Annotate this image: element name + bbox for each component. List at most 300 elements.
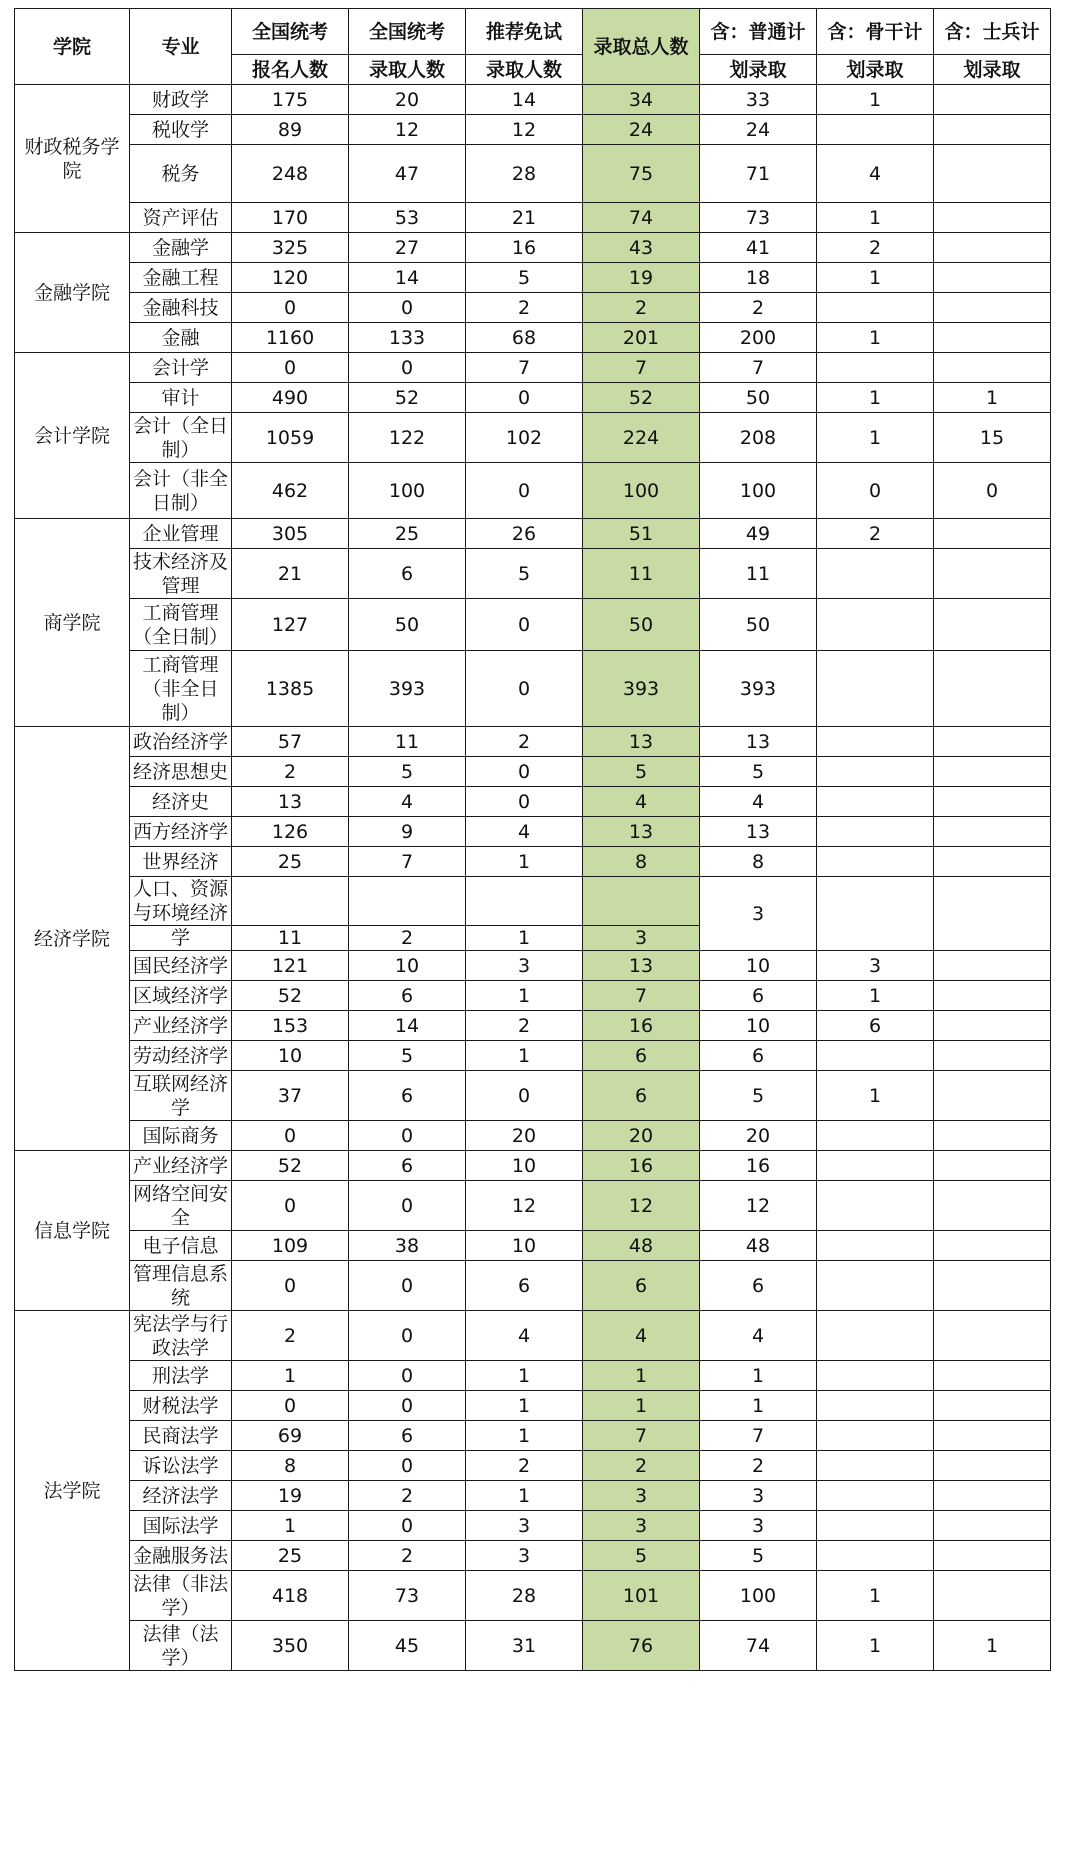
- recommended-cell: 21: [466, 203, 583, 233]
- soldier-plan-cell: [934, 1481, 1051, 1511]
- table-row: [15, 1571, 1051, 1621]
- backbone-plan-cell: [817, 549, 934, 599]
- applicants-cell: 1: [232, 1361, 349, 1391]
- soldier-plan-cell: [934, 323, 1051, 353]
- table-row: [15, 1011, 1051, 1041]
- total-admitted-cell: 7: [583, 981, 700, 1011]
- exam-admitted-cell: 11: [349, 727, 466, 757]
- table-row: [15, 1181, 1051, 1231]
- total-admitted-cell: 2: [583, 293, 700, 323]
- exam-admitted-cell: 47: [349, 145, 466, 203]
- regular-plan-cell: 7: [700, 1421, 817, 1451]
- backbone-plan-cell: 1: [817, 323, 934, 353]
- applicants-cell: 325: [232, 233, 349, 263]
- header-regular-plan-top: 含：普通计: [700, 9, 817, 55]
- regular-plan-cell: 16: [700, 1151, 817, 1181]
- regular-plan-cell: 10: [700, 1011, 817, 1041]
- major-cell: 会计（全日制）: [130, 413, 232, 463]
- soldier-plan-cell: [934, 293, 1051, 323]
- backbone-plan-cell: 1: [817, 981, 934, 1011]
- major-cell: 政治经济学: [130, 727, 232, 757]
- college-cell: 金融学院: [15, 233, 130, 353]
- applicants-spacer: [232, 877, 349, 926]
- total-admitted-cell: 75: [583, 145, 700, 203]
- backbone-plan-cell: 0: [817, 463, 934, 519]
- recommended-cell: 0: [466, 463, 583, 519]
- regular-plan-cell: 74: [700, 1621, 817, 1671]
- recommended-cell: 0: [466, 599, 583, 651]
- applicants-cell: 1160: [232, 323, 349, 353]
- recommended-cell: 0: [466, 383, 583, 413]
- table-row: [15, 145, 1051, 203]
- recommended-cell: 6: [466, 1261, 583, 1311]
- total-admitted-cell: 2: [583, 1451, 700, 1481]
- total-admitted-cell: 11: [583, 549, 700, 599]
- soldier-plan-cell: [934, 1151, 1051, 1181]
- header-recommended-bottom: 录取人数: [466, 55, 583, 85]
- applicants-cell: 490: [232, 383, 349, 413]
- applicants-cell: 418: [232, 1571, 349, 1621]
- major-cell: 审计: [130, 383, 232, 413]
- exam-admitted-cell: 122: [349, 413, 466, 463]
- exam-admitted-cell: 6: [349, 1421, 466, 1451]
- backbone-plan-cell: [817, 817, 934, 847]
- regular-plan-cell: 5: [700, 1541, 817, 1571]
- major-cell: 国际商务: [130, 1121, 232, 1151]
- table-row: [15, 1391, 1051, 1421]
- header-backbone-plan-bottom: 划录取: [817, 55, 934, 85]
- soldier-plan-cell: [934, 85, 1051, 115]
- exam-admitted-cell: 53: [349, 203, 466, 233]
- total-admitted-cell: 6: [583, 1261, 700, 1311]
- soldier-plan-cell: 0: [934, 463, 1051, 519]
- applicants-cell: 462: [232, 463, 349, 519]
- applicants-cell: 175: [232, 85, 349, 115]
- applicants-cell: 153: [232, 1011, 349, 1041]
- recommended-cell: 102: [466, 413, 583, 463]
- major-cell: 金融服务法: [130, 1541, 232, 1571]
- exam-admitted-cell: 2: [349, 1541, 466, 1571]
- backbone-plan-cell: [817, 757, 934, 787]
- major-cell: 资产评估: [130, 203, 232, 233]
- exam-admitted-cell: 14: [349, 263, 466, 293]
- applicants-cell: 305: [232, 519, 349, 549]
- applicants-cell: 57: [232, 727, 349, 757]
- applicants-cell: 69: [232, 1421, 349, 1451]
- backbone-plan-cell: [817, 599, 934, 651]
- recommended-cell: 3: [466, 1511, 583, 1541]
- table-row: [15, 293, 1051, 323]
- applicants-cell: 121: [232, 951, 349, 981]
- recommended-cell: 4: [466, 1311, 583, 1361]
- total-admitted-cell: 12: [583, 1181, 700, 1231]
- table-row: [15, 1121, 1051, 1151]
- regular-plan-cell: 5: [700, 757, 817, 787]
- applicants-cell: 52: [232, 981, 349, 1011]
- major-cell: 诉讼法学: [130, 1451, 232, 1481]
- college-cell: 法学院: [15, 1311, 130, 1671]
- total-admitted-cell: 8: [583, 847, 700, 877]
- total-admitted-cell: 20: [583, 1121, 700, 1151]
- exam-admitted-cell: 0: [349, 1511, 466, 1541]
- applicants-cell: 109: [232, 1231, 349, 1261]
- header-applicants-bottom: 报名人数: [232, 55, 349, 85]
- college-cell: 商学院: [15, 519, 130, 727]
- regular-plan-cell: 6: [700, 981, 817, 1011]
- soldier-plan-cell: 15: [934, 413, 1051, 463]
- backbone-plan-cell: 1: [817, 85, 934, 115]
- major-cell: 世界经济: [130, 847, 232, 877]
- college-cell: 财政税务学院: [15, 85, 130, 233]
- table-row: [15, 651, 1051, 727]
- soldier-plan-cell: [934, 1121, 1051, 1151]
- exam-admitted-cell: 9: [349, 817, 466, 847]
- recommended-cell: 0: [466, 651, 583, 727]
- header-major: 专业: [130, 9, 232, 85]
- table-row: [15, 817, 1051, 847]
- regular-plan-cell: 3: [700, 1511, 817, 1541]
- applicants-cell: 37: [232, 1071, 349, 1121]
- total-admitted-cell: 3: [583, 926, 700, 951]
- exam-admitted-spacer: [349, 877, 466, 926]
- major-cell: 西方经济学: [130, 817, 232, 847]
- soldier-plan-cell: [934, 145, 1051, 203]
- applicants-cell: 0: [232, 1121, 349, 1151]
- soldier-plan-cell: [934, 1231, 1051, 1261]
- regular-plan-cell: 41: [700, 233, 817, 263]
- backbone-plan-cell: 1: [817, 413, 934, 463]
- total-admitted-cell: 6: [583, 1041, 700, 1071]
- recommended-cell: 1: [466, 1421, 583, 1451]
- regular-plan-cell: 50: [700, 599, 817, 651]
- applicants-cell: 21: [232, 549, 349, 599]
- regular-plan-cell: 6: [700, 1041, 817, 1071]
- table-row: [15, 981, 1051, 1011]
- table-row: [15, 1511, 1051, 1541]
- applicants-cell: 0: [232, 293, 349, 323]
- header-exam-admitted-bottom: 录取人数: [349, 55, 466, 85]
- total-admitted-cell: 7: [583, 353, 700, 383]
- backbone-plan-cell: [817, 787, 934, 817]
- recommended-cell: 26: [466, 519, 583, 549]
- soldier-plan-cell: [934, 1071, 1051, 1121]
- major-cell: 网络空间安全: [130, 1181, 232, 1231]
- regular-plan-cell: 13: [700, 817, 817, 847]
- regular-plan-cell: 10: [700, 951, 817, 981]
- major-cell: 宪法学与行政法学: [130, 1311, 232, 1361]
- exam-admitted-cell: 0: [349, 1181, 466, 1231]
- table-row: [15, 727, 1051, 757]
- major-cell: 会计学: [130, 353, 232, 383]
- header-college: 学院: [15, 9, 130, 85]
- major-cell: 金融工程: [130, 263, 232, 293]
- table-row: [15, 1621, 1051, 1671]
- major-cell: 经济法学: [130, 1481, 232, 1511]
- regular-plan-cell: 73: [700, 203, 817, 233]
- exam-admitted-cell: 2: [349, 926, 466, 951]
- exam-admitted-cell: 100: [349, 463, 466, 519]
- total-admitted-cell: 13: [583, 727, 700, 757]
- soldier-plan-cell: [934, 1451, 1051, 1481]
- table-row: [15, 1481, 1051, 1511]
- exam-admitted-cell: 7: [349, 847, 466, 877]
- total-admitted-cell: 52: [583, 383, 700, 413]
- backbone-plan-cell: [817, 877, 934, 951]
- total-admitted-cell: 1: [583, 1361, 700, 1391]
- backbone-plan-cell: [817, 1361, 934, 1391]
- exam-admitted-cell: 0: [349, 1391, 466, 1421]
- exam-admitted-cell: 14: [349, 1011, 466, 1041]
- applicants-cell: 120: [232, 263, 349, 293]
- major-cell: 产业经济学: [130, 1011, 232, 1041]
- regular-plan-cell: 3: [700, 1481, 817, 1511]
- recommended-cell: 28: [466, 145, 583, 203]
- backbone-plan-cell: 1: [817, 263, 934, 293]
- admission-table-container: [14, 8, 1051, 1671]
- backbone-plan-cell: 4: [817, 145, 934, 203]
- table-row: [15, 1361, 1051, 1391]
- recommended-cell: 3: [466, 951, 583, 981]
- recommended-cell: 7: [466, 353, 583, 383]
- table-row: [15, 115, 1051, 145]
- recommended-cell: 0: [466, 787, 583, 817]
- recommended-spacer: [466, 877, 583, 926]
- exam-admitted-cell: 133: [349, 323, 466, 353]
- backbone-plan-cell: [817, 115, 934, 145]
- soldier-plan-cell: [934, 1571, 1051, 1621]
- exam-admitted-cell: 0: [349, 353, 466, 383]
- total-admitted-cell: 16: [583, 1151, 700, 1181]
- soldier-plan-cell: [934, 787, 1051, 817]
- major-cell: 工商管理（全日制）: [130, 599, 232, 651]
- backbone-plan-cell: [817, 1181, 934, 1231]
- backbone-plan-cell: [817, 1231, 934, 1261]
- major-cell: 税收学: [130, 115, 232, 145]
- table-row: [15, 463, 1051, 519]
- major-cell: 法律（非法学）: [130, 1571, 232, 1621]
- backbone-plan-cell: [817, 1511, 934, 1541]
- major-cell: 产业经济学: [130, 1151, 232, 1181]
- total-admitted-cell: 1: [583, 1391, 700, 1421]
- exam-admitted-cell: 45: [349, 1621, 466, 1671]
- soldier-plan-cell: [934, 115, 1051, 145]
- major-cell: 税务: [130, 145, 232, 203]
- table-row: [15, 599, 1051, 651]
- soldier-plan-cell: [934, 549, 1051, 599]
- regular-plan-cell: 5: [700, 1071, 817, 1121]
- soldier-plan-cell: [934, 1011, 1051, 1041]
- backbone-plan-cell: 1: [817, 383, 934, 413]
- table-row: [15, 1261, 1051, 1311]
- applicants-cell: 170: [232, 203, 349, 233]
- backbone-plan-cell: [817, 847, 934, 877]
- applicants-cell: 1059: [232, 413, 349, 463]
- regular-plan-cell: 100: [700, 1571, 817, 1621]
- regular-plan-cell: 4: [700, 1311, 817, 1361]
- table-row: [15, 1311, 1051, 1361]
- recommended-cell: 10: [466, 1231, 583, 1261]
- regular-plan-cell: 24: [700, 115, 817, 145]
- major-cell: 刑法学: [130, 1361, 232, 1391]
- total-admitted-cell: 5: [583, 1541, 700, 1571]
- backbone-plan-cell: [817, 1391, 934, 1421]
- recommended-cell: 68: [466, 323, 583, 353]
- recommended-cell: 10: [466, 1151, 583, 1181]
- soldier-plan-cell: [934, 727, 1051, 757]
- header-applicants-top: 全国统考: [232, 9, 349, 55]
- major-cell: 人口、资源与环境经济: [130, 877, 232, 926]
- total-admitted-cell: 6: [583, 1071, 700, 1121]
- table-row: [15, 519, 1051, 549]
- exam-admitted-cell: 6: [349, 1071, 466, 1121]
- recommended-cell: 31: [466, 1621, 583, 1671]
- soldier-plan-cell: [934, 599, 1051, 651]
- backbone-plan-cell: [817, 651, 934, 727]
- backbone-plan-cell: [817, 1041, 934, 1071]
- soldier-plan-cell: [934, 877, 1051, 951]
- major-cell: 电子信息: [130, 1231, 232, 1261]
- recommended-cell: 16: [466, 233, 583, 263]
- table-row: [15, 787, 1051, 817]
- exam-admitted-cell: 6: [349, 1151, 466, 1181]
- applicants-cell: 1385: [232, 651, 349, 727]
- table-row: [15, 1451, 1051, 1481]
- exam-admitted-cell: 5: [349, 1041, 466, 1071]
- soldier-plan-cell: 1: [934, 1621, 1051, 1671]
- exam-admitted-cell: 73: [349, 1571, 466, 1621]
- recommended-cell: 1: [466, 1391, 583, 1421]
- regular-plan-cell: 3: [700, 877, 817, 951]
- exam-admitted-cell: 50: [349, 599, 466, 651]
- soldier-plan-cell: [934, 353, 1051, 383]
- applicants-cell: 2: [232, 757, 349, 787]
- applicants-cell: 13: [232, 787, 349, 817]
- regular-plan-cell: 49: [700, 519, 817, 549]
- total-admitted-cell: 3: [583, 1481, 700, 1511]
- major-cell: 财税法学: [130, 1391, 232, 1421]
- table-row: [15, 323, 1051, 353]
- table-row: [15, 549, 1051, 599]
- recommended-cell: 12: [466, 115, 583, 145]
- regular-plan-cell: 1: [700, 1391, 817, 1421]
- total-admitted-cell: 100: [583, 463, 700, 519]
- recommended-cell: 12: [466, 1181, 583, 1231]
- header-soldier-plan-top: 含：士兵计: [934, 9, 1051, 55]
- total-admitted-cell: 34: [583, 85, 700, 115]
- table-row: [15, 847, 1051, 877]
- backbone-plan-cell: 1: [817, 203, 934, 233]
- total-admitted-cell: 74: [583, 203, 700, 233]
- exam-admitted-cell: 10: [349, 951, 466, 981]
- soldier-plan-cell: [934, 1261, 1051, 1311]
- soldier-plan-cell: [934, 1181, 1051, 1231]
- soldier-plan-cell: [934, 1511, 1051, 1541]
- applicants-cell: 25: [232, 1541, 349, 1571]
- table-row: [15, 353, 1051, 383]
- major-cell: 区域经济学: [130, 981, 232, 1011]
- applicants-cell: 350: [232, 1621, 349, 1671]
- major-cell: 国际法学: [130, 1511, 232, 1541]
- recommended-cell: 2: [466, 1451, 583, 1481]
- soldier-plan-cell: [934, 817, 1051, 847]
- soldier-plan-cell: [934, 651, 1051, 727]
- regular-plan-cell: 71: [700, 145, 817, 203]
- soldier-plan-cell: [934, 233, 1051, 263]
- total-admitted-cell: 201: [583, 323, 700, 353]
- total-admitted-cell: 7: [583, 1421, 700, 1451]
- regular-plan-cell: 2: [700, 1451, 817, 1481]
- recommended-cell: 3: [466, 1541, 583, 1571]
- backbone-plan-cell: [817, 727, 934, 757]
- recommended-cell: 2: [466, 293, 583, 323]
- regular-plan-cell: 50: [700, 383, 817, 413]
- backbone-plan-cell: 1: [817, 1621, 934, 1671]
- applicants-cell: 127: [232, 599, 349, 651]
- regular-plan-cell: 11: [700, 549, 817, 599]
- exam-admitted-cell: 0: [349, 1261, 466, 1311]
- total-admitted-cell: 48: [583, 1231, 700, 1261]
- applicants-cell: 0: [232, 353, 349, 383]
- exam-admitted-cell: 0: [349, 1451, 466, 1481]
- total-admitted-spacer: [583, 877, 700, 926]
- exam-admitted-cell: 52: [349, 383, 466, 413]
- table-row: [15, 877, 1051, 926]
- total-admitted-cell: 4: [583, 1311, 700, 1361]
- applicants-cell: 126: [232, 817, 349, 847]
- backbone-plan-cell: [817, 1121, 934, 1151]
- recommended-cell: 1: [466, 1041, 583, 1071]
- backbone-plan-cell: [817, 353, 934, 383]
- admission-table: [14, 8, 1051, 1671]
- major-cell: 经济史: [130, 787, 232, 817]
- college-cell: 会计学院: [15, 353, 130, 519]
- regular-plan-cell: 393: [700, 651, 817, 727]
- soldier-plan-cell: 1: [934, 383, 1051, 413]
- table-row: [15, 1231, 1051, 1261]
- backbone-plan-cell: [817, 1451, 934, 1481]
- major-cell: 劳动经济学: [130, 1041, 232, 1071]
- major-cell: 技术经济及管理: [130, 549, 232, 599]
- total-admitted-cell: 43: [583, 233, 700, 263]
- major-cell: 经济思想史: [130, 757, 232, 787]
- soldier-plan-cell: [934, 1041, 1051, 1071]
- soldier-plan-cell: [934, 1361, 1051, 1391]
- exam-admitted-cell: 2: [349, 1481, 466, 1511]
- backbone-plan-cell: 2: [817, 519, 934, 549]
- exam-admitted-cell: 0: [349, 1311, 466, 1361]
- table-row: [15, 413, 1051, 463]
- total-admitted-cell: 50: [583, 599, 700, 651]
- soldier-plan-cell: [934, 1421, 1051, 1451]
- total-admitted-cell: 3: [583, 1511, 700, 1541]
- table-row: [15, 263, 1051, 293]
- exam-admitted-cell: 12: [349, 115, 466, 145]
- total-admitted-cell: 16: [583, 1011, 700, 1041]
- major-cell: 国民经济学: [130, 951, 232, 981]
- header-soldier-plan-bottom: 划录取: [934, 55, 1051, 85]
- exam-admitted-cell: 393: [349, 651, 466, 727]
- backbone-plan-cell: [817, 1151, 934, 1181]
- applicants-cell: 19: [232, 1481, 349, 1511]
- regular-plan-cell: 13: [700, 727, 817, 757]
- total-admitted-cell: 224: [583, 413, 700, 463]
- major-cell: 金融: [130, 323, 232, 353]
- total-admitted-cell: 4: [583, 787, 700, 817]
- major-cell: 金融学: [130, 233, 232, 263]
- recommended-cell: 1: [466, 926, 583, 951]
- table-row: [15, 757, 1051, 787]
- exam-admitted-cell: 0: [349, 293, 466, 323]
